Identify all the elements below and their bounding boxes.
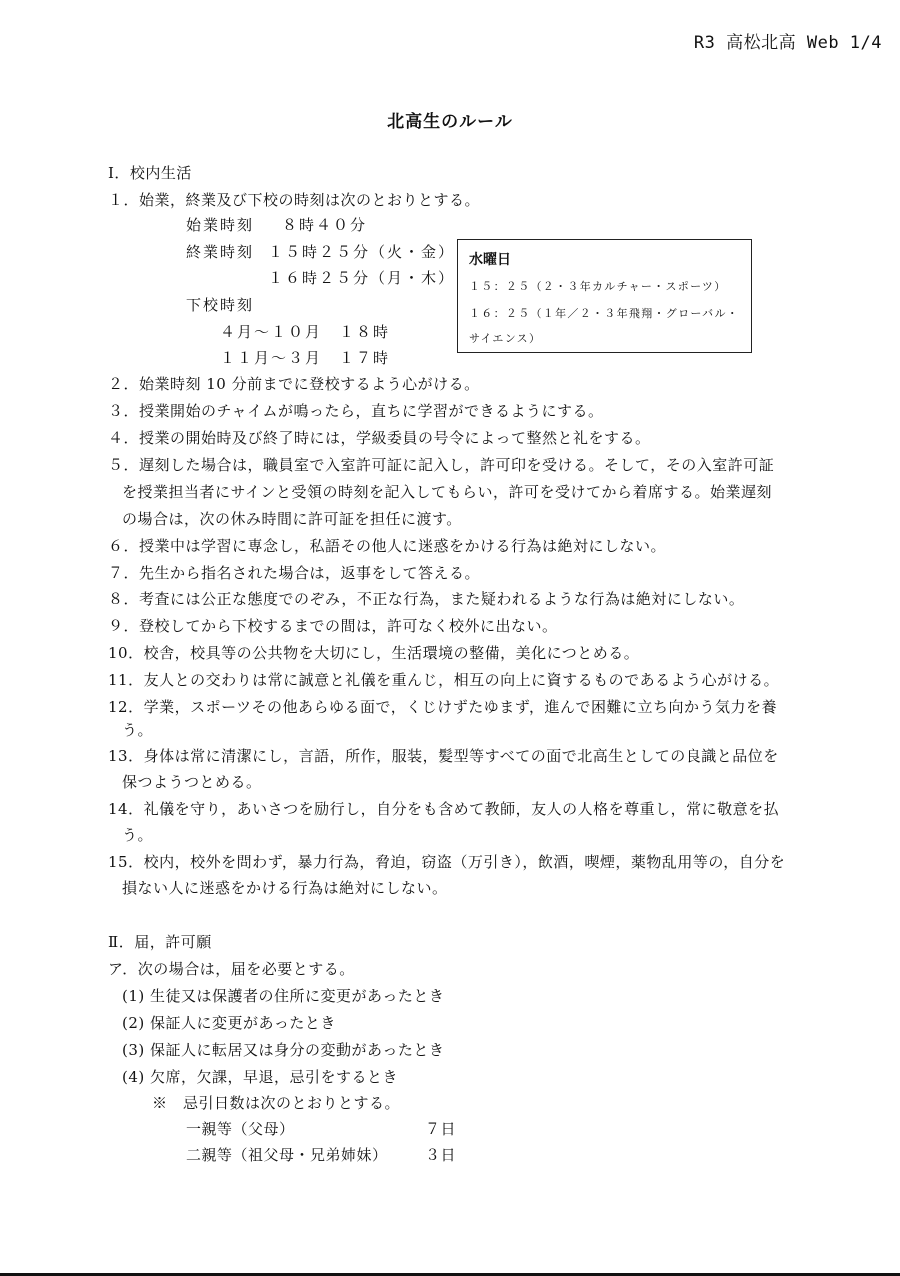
wednesday-line-2: １６：２５（１年／２・３年飛翔・グローバル・: [469, 307, 740, 320]
mourning-days: ７日: [425, 1120, 457, 1138]
rule-line: 10．校舎，校具等の公共物を大切にし，生活環境の整備，美化につとめる。: [108, 644, 640, 662]
rule-line: 14．礼儀を守り，あいさつを励行し，自分をも含めて教師，友人の人格を尊重し，常に敬意を払: [108, 800, 780, 818]
rule-line: 12．学業，スポーツその他あらゆる面で，くじけずたゆまず，進んで困難に立ち向かう気力を養: [108, 698, 777, 716]
rule-line: 11．友人との交わりは常に誠意と礼儀を重んじ，相互の向上に資するものであるよう心がける。: [108, 671, 780, 689]
notice-item: (3) 保証人に転居又は身分の変動があったとき: [122, 1041, 445, 1059]
page-title: 北高生のルール: [387, 112, 513, 132]
section-2-heading: Ⅱ．届，許可願: [108, 933, 212, 951]
dismiss-time-1: ４月～１０月 １８時: [220, 323, 391, 341]
wednesday-line-1: １５：２５（２・３年カルチャー・スポーツ）: [469, 280, 727, 293]
wednesday-title: 水曜日: [469, 252, 511, 268]
rule-line: ２．始業時刻 10 分前までに登校するよう心がける。: [108, 375, 480, 393]
mourning-days: ３日: [425, 1146, 457, 1164]
rule-line: ３．授業開始のチャイムが鳴ったら，直ちに学習ができるようにする。: [108, 402, 604, 420]
end-time-2: １６時２５分（月・木）: [268, 269, 456, 287]
mourning-relation: 二親等（祖父母・兄弟姉妹）: [186, 1146, 388, 1164]
rule-line: ４．授業の開始時及び終了時には，学級委員の号令によって整然と礼をする。: [108, 429, 651, 447]
notice-intro: ア．次の場合は，届を必要とする。: [108, 960, 355, 978]
rule-line: 13．身体は常に清潔にし，言語，所作，服装，髪型等すべての面で北高生としての良識と品位を: [108, 747, 779, 765]
notice-item: (2) 保証人に変更があったとき: [122, 1014, 336, 1032]
notice-item: (1) 生徒又は保護者の住所に変更があったとき: [122, 987, 445, 1005]
section-1-heading: Ⅰ．校内生活: [108, 164, 192, 182]
rule-1: １．始業，終業及び下校の時刻は次のとおりとする。: [108, 191, 481, 209]
rule-line: ６．授業中は学習に専念し，私語その他人に迷惑をかける行為は絶対にしない。: [108, 537, 667, 555]
notice-item: (4) 欠席，欠課，早退，忌引をするとき: [122, 1068, 399, 1086]
dismiss-time-2: １１月～３月 １７時: [220, 349, 391, 367]
rule-line: う。: [122, 721, 154, 739]
start-time: ８時４０分: [282, 216, 368, 234]
rule-line: 15．校内，校外を問わず，暴力行為，脅迫，窃盗（万引き），飲酒，喫煙，薬物乱用等の，自分を: [108, 853, 786, 871]
rule-line: ５．遅刻した場合は，職員室で入室許可証に記入し，許可印を受ける。そして，その入室許可証: [108, 456, 775, 474]
rule-line: を授業担当者にサインと受領の時刻を記入してもらい，許可を受けてから着席する。始業遅刻: [122, 483, 772, 501]
dismiss-label: 下校時刻: [186, 296, 255, 314]
rule-line: ９．登校してから下校するまでの間は，許可なく校外に出ない。: [108, 617, 558, 635]
rule-line: ７．先生から指名された場合は，返事をして答える。: [108, 564, 481, 582]
wednesday-box: [457, 239, 752, 353]
rule-line: う。: [122, 826, 154, 844]
rule-line: ８．考査には公正な態度でのぞみ，不正な行為，また疑われるような行為は絶対にしない。: [108, 590, 745, 608]
wednesday-line-3: サイエンス）: [469, 332, 542, 345]
end-label: 終業時刻: [186, 243, 255, 261]
mourning-note: ※ 忌引日数は次のとおりとする。: [152, 1094, 401, 1112]
page-label: R3 高松北高 Web 1/4: [693, 33, 882, 53]
end-time-1: １５時２５分（火・金）: [268, 243, 456, 261]
rule-line: 損ない人に迷惑をかける行為は絶対にしない。: [122, 879, 448, 897]
mourning-relation: 一親等（父母）: [186, 1120, 295, 1138]
start-label: 始業時刻: [186, 216, 255, 234]
rule-line: 保つようつとめる。: [122, 773, 262, 791]
rule-line: の場合は，次の休み時間に許可証を担任に渡す。: [122, 510, 462, 528]
